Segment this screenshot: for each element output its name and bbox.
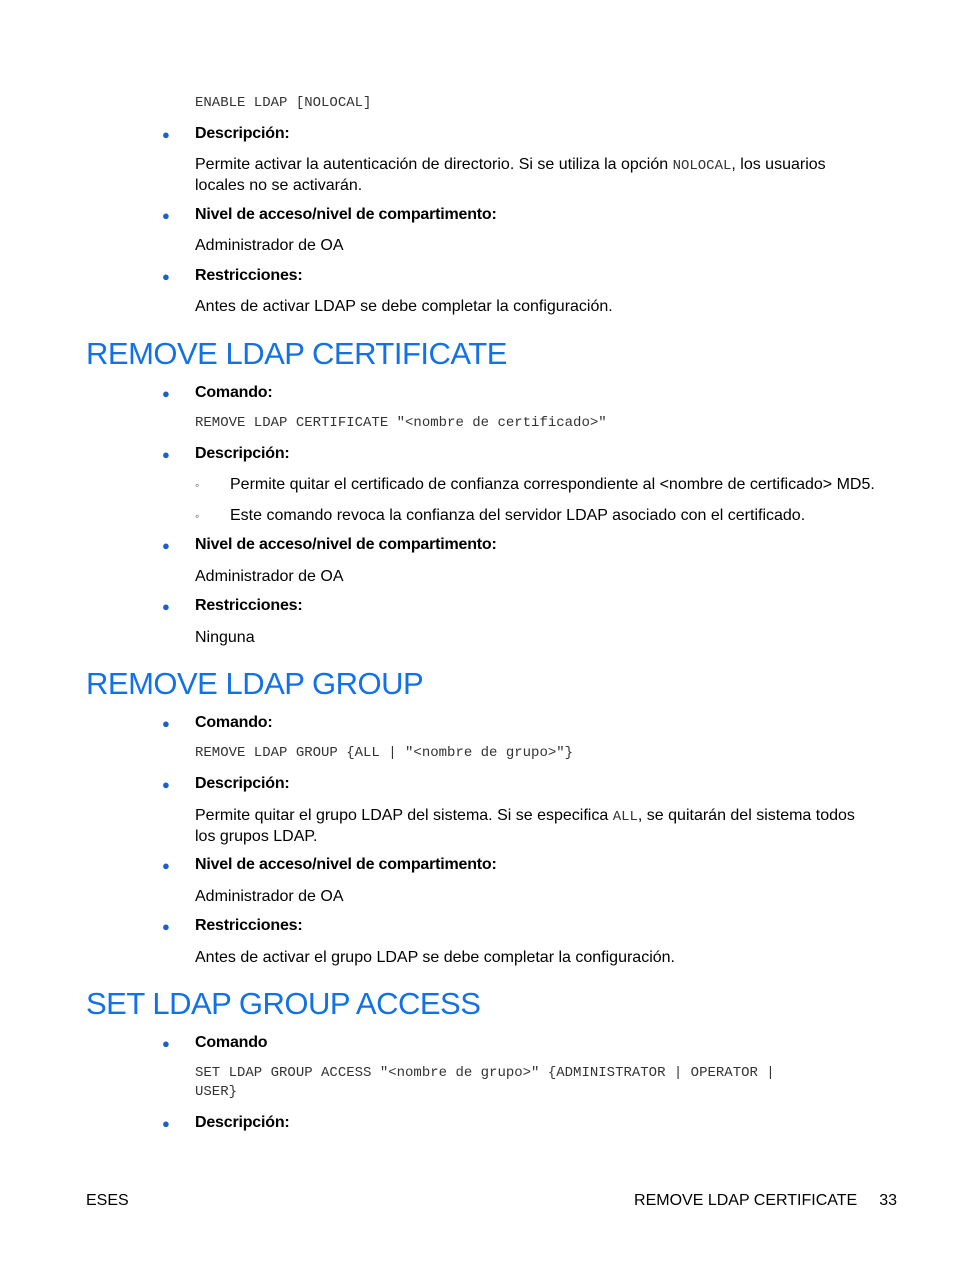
section-heading: REMOVE LDAP GROUP — [86, 666, 424, 701]
description-part: los grupos LDAP. — [195, 828, 318, 845]
command-text: REMOVE LDAP CERTIFICATE "<nombre de certificado>" — [195, 415, 607, 431]
section-heading: REMOVE LDAP CERTIFICATE — [86, 336, 507, 371]
description-text: Este comando revoca la confianza del servidor LDAP asociado con el certificado. — [230, 507, 806, 524]
description-label: Descripción: — [195, 775, 290, 792]
access-level-label: Nivel de acceso/nivel de compartimento: — [195, 856, 497, 873]
bullet-icon: ● — [162, 858, 170, 873]
footer-language-code: ESES — [86, 1192, 129, 1209]
description-label: Descripción: — [195, 445, 290, 462]
access-level-text: Administrador de OA — [195, 237, 344, 254]
bullet-icon: ● — [162, 599, 170, 614]
bullet-icon: ● — [162, 127, 170, 142]
bullet-icon: ● — [162, 386, 170, 401]
footer-section — [634, 1192, 897, 1210]
restrictions-text: Antes de activar el grupo LDAP se debe completar la configuración. — [195, 949, 675, 966]
access-level-text: Administrador de OA — [195, 888, 344, 905]
description-label: Descripción: — [195, 125, 290, 142]
command-label: Comando: — [195, 714, 273, 731]
bullet-icon: ● — [162, 777, 170, 792]
access-level-text: Administrador de OA — [195, 568, 344, 585]
command-text: SET LDAP GROUP ACCESS "<nombre de grupo>" {ADMINISTRATOR | OPERATOR | — [195, 1065, 775, 1081]
description-label: Descripción: — [195, 1114, 290, 1131]
sub-bullet-icon: ◦ — [195, 509, 200, 523]
restrictions-text: Ninguna — [195, 629, 255, 646]
command-text: REMOVE LDAP GROUP {ALL | "<nombre de grupo>"} — [195, 745, 574, 761]
description-text: Permite quitar el certificado de confianza correspondiente al <nombre de certificado> MD5. — [230, 476, 875, 493]
bullet-icon: ● — [162, 716, 170, 731]
description-part: Permite activar la autenticación de directorio. Si se utiliza la opción — [195, 156, 673, 173]
footer-section-title: REMOVE LDAP CERTIFICATE — [634, 1192, 858, 1209]
description-part: Permite quitar el grupo LDAP del sistema. Si se especifica — [195, 807, 613, 824]
restrictions-label: Restricciones: — [195, 917, 303, 934]
restrictions-label: Restricciones: — [195, 267, 303, 284]
footer-page-number: 33 — [879, 1192, 897, 1209]
option-code: NOLOCAL — [672, 158, 732, 174]
access-level-label: Nivel de acceso/nivel de compartimento: — [195, 536, 497, 553]
command-label: Comando: — [195, 384, 273, 401]
description-part: , se quitarán del sistema todos — [637, 807, 855, 824]
restrictions-label: Restricciones: — [195, 597, 303, 614]
section-heading: SET LDAP GROUP ACCESS — [86, 986, 481, 1021]
command-text: ENABLE LDAP [NOLOCAL] — [195, 95, 372, 111]
bullet-icon: ● — [162, 919, 170, 934]
description-part: locales no se activarán. — [195, 177, 363, 194]
bullet-icon: ● — [162, 1116, 170, 1131]
restrictions-text: Antes de activar LDAP se debe completar la configuración. — [195, 298, 613, 315]
bullet-icon: ● — [162, 208, 170, 223]
description-text — [195, 806, 875, 847]
description-text — [195, 155, 875, 196]
bullet-icon: ● — [162, 269, 170, 284]
option-code: ALL — [612, 809, 638, 825]
bullet-icon: ● — [162, 447, 170, 462]
command-text-continued: USER} — [195, 1084, 238, 1100]
command-label: Comando — [195, 1034, 268, 1051]
bullet-icon: ● — [162, 538, 170, 553]
description-part: , los usuarios — [731, 156, 826, 173]
access-level-label: Nivel de acceso/nivel de compartimento: — [195, 206, 497, 223]
bullet-icon: ● — [162, 1036, 170, 1051]
sub-bullet-icon: ◦ — [195, 478, 200, 492]
